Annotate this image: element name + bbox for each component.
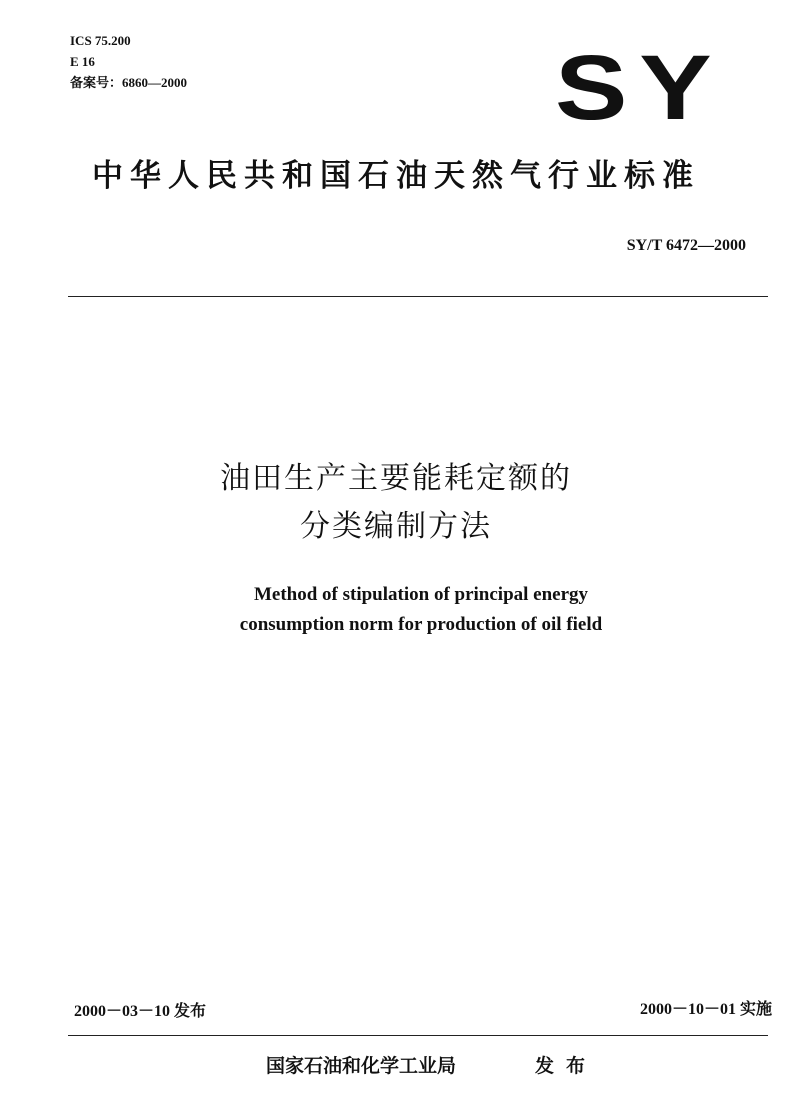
chinese-title-line-2: 分类编制方法 bbox=[300, 509, 492, 544]
implement-date: 2000－10－01 实施 bbox=[639, 1001, 772, 1018]
organization-title: 中华人民共和国石油天然气行业标准 bbox=[92, 158, 700, 194]
issuing-authority: 国家石油和化学工业局 bbox=[266, 1055, 457, 1077]
top-divider bbox=[68, 296, 768, 297]
english-title-line-2: consumption norm for production of oil field bbox=[239, 614, 603, 635]
category-code: E 16 bbox=[70, 54, 95, 69]
chinese-title-line-1: 油田生产主要能耗定额的 bbox=[220, 461, 572, 496]
standard-code: SY/T 6472—2000 bbox=[626, 237, 746, 254]
publish-date: 2000－03－10 发布 bbox=[74, 1003, 207, 1020]
ics-code: ICS 75.200 bbox=[70, 33, 131, 48]
issuing-action: 发布 bbox=[535, 1055, 598, 1077]
english-title-line-1: Method of stipulation of principal energy bbox=[253, 584, 589, 605]
bottom-divider bbox=[68, 1035, 768, 1036]
sy-logo: SY bbox=[555, 37, 724, 139]
record-number: 备案号：6860—2000 bbox=[70, 75, 188, 90]
